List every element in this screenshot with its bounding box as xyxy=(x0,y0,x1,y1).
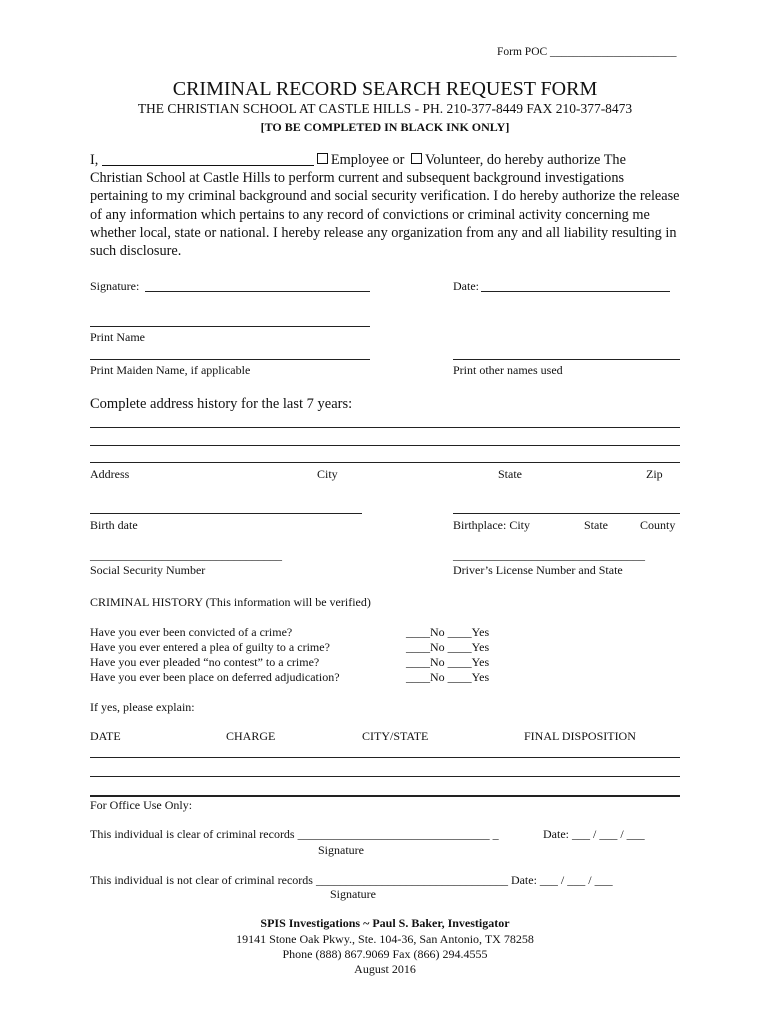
col-date: DATE xyxy=(90,729,121,743)
date-line[interactable] xyxy=(481,291,670,292)
authorization-text: Volunteer, do hereby authorize The Christian School at Castle Hills to perform current and subsequent background investigations pertaining to my criminal background and social security verification. I do hereby authorize the release of any information which pertains to any record of convictions or criminal activity concerning me whether local, state or national. I hereby release any organization from any and all liability resulting in such disclosure. xyxy=(90,152,680,260)
address-line-3[interactable] xyxy=(90,462,680,463)
form-poc: Form POC ______________________ xyxy=(497,46,677,58)
date-label: Date: xyxy=(453,279,479,293)
birthplace-line[interactable] xyxy=(453,513,680,514)
col-charge: CHARGE xyxy=(226,729,276,743)
answer-4[interactable]: ____No ____Yes xyxy=(406,670,490,684)
address-history-label: Complete address history for the last 7 years: xyxy=(90,396,353,412)
birth-date-line[interactable] xyxy=(90,513,362,514)
criminal-history-heading: CRIMINAL HISTORY (This information will be verified) xyxy=(90,595,371,609)
not-clear-line[interactable]: This individual is not clear of criminal records ________________________________ Date: ___ / ___ / ___ xyxy=(90,873,613,887)
clear-line[interactable]: This individual is clear of criminal records ________________________________ _ xyxy=(90,827,499,841)
address-line-2[interactable] xyxy=(90,445,680,446)
explain-label: If yes, please explain: xyxy=(90,700,195,714)
dl-blank[interactable]: ________________________________ xyxy=(453,548,645,562)
clear-date[interactable]: Date: ___ / ___ / ___ xyxy=(543,827,645,841)
birth-date-label: Birth date xyxy=(90,518,138,532)
signature-label: Signature: xyxy=(90,279,140,293)
answer-1[interactable]: ____No ____Yes xyxy=(406,625,490,639)
signature-line[interactable] xyxy=(145,291,370,292)
question-1: Have you ever been convicted of a crime? xyxy=(90,625,293,639)
other-names-line[interactable] xyxy=(453,359,680,360)
zip-label: Zip xyxy=(646,467,663,481)
authorization-paragraph xyxy=(90,151,680,260)
col-city-state: CITY/STATE xyxy=(362,729,429,743)
ssn-blank[interactable]: ________________________________ xyxy=(90,548,282,562)
birthplace-city-label: Birthplace: City xyxy=(453,518,530,532)
question-2: Have you ever entered a plea of guilty to a crime? xyxy=(90,640,330,654)
school-line: THE CHRISTIAN SCHOOL AT CASTLE HILLS - PH. 210-377-8449 FAX 210-377-8473 xyxy=(137,101,633,116)
address-label: Address xyxy=(90,467,130,481)
volunteer-checkbox[interactable] xyxy=(411,153,422,164)
ssn-label: Social Security Number xyxy=(90,563,206,577)
footer-date: August 2016 xyxy=(354,962,416,976)
section-divider xyxy=(90,795,680,797)
maiden-name-label: Print Maiden Name, if applicable xyxy=(90,363,251,377)
maiden-name-line[interactable] xyxy=(90,359,370,360)
print-name-label: Print Name xyxy=(90,330,145,344)
name-blank[interactable] xyxy=(102,152,314,166)
answer-2[interactable]: ____No ____Yes xyxy=(406,640,490,654)
dl-label: Driver’s License Number and State xyxy=(453,563,623,577)
footer-phone: Phone (888) 867.9069 Fax (866) 294.4555 xyxy=(282,947,488,961)
history-line-2[interactable] xyxy=(90,776,680,777)
question-3: Have you ever pleaded “no contest” to a crime? xyxy=(90,655,320,669)
page-title: CRIMINAL RECORD SEARCH REQUEST FORM xyxy=(172,78,598,100)
col-final-disposition: FINAL DISPOSITION xyxy=(524,729,636,743)
signature-caption-1: Signature xyxy=(318,843,364,857)
signature-caption-2: Signature xyxy=(330,887,376,901)
state-label: State xyxy=(498,467,522,481)
birthplace-county-label: County xyxy=(640,518,676,532)
footer-address: 19141 Stone Oak Pkwy., Ste. 104-36, San Antonio, TX 78258 xyxy=(236,932,534,946)
history-line-1[interactable] xyxy=(90,757,680,758)
footer-company: SPIS Investigations ~ Paul S. Baker, Investigator xyxy=(260,916,510,930)
authorization-prefix: I, xyxy=(90,152,99,168)
address-line-1[interactable] xyxy=(90,427,680,428)
city-label: City xyxy=(317,467,338,481)
print-name-line[interactable] xyxy=(90,326,370,327)
ink-note: [TO BE COMPLETED IN BLACK INK ONLY] xyxy=(260,120,510,134)
employee-checkbox[interactable] xyxy=(317,153,328,164)
other-names-label: Print other names used xyxy=(453,363,563,377)
answer-3[interactable]: ____No ____Yes xyxy=(406,655,490,669)
question-4: Have you ever been place on deferred adjudication? xyxy=(90,670,340,684)
office-heading: For Office Use Only: xyxy=(90,798,193,812)
birthplace-state-label: State xyxy=(584,518,608,532)
employee-label: Employee or xyxy=(330,152,405,168)
